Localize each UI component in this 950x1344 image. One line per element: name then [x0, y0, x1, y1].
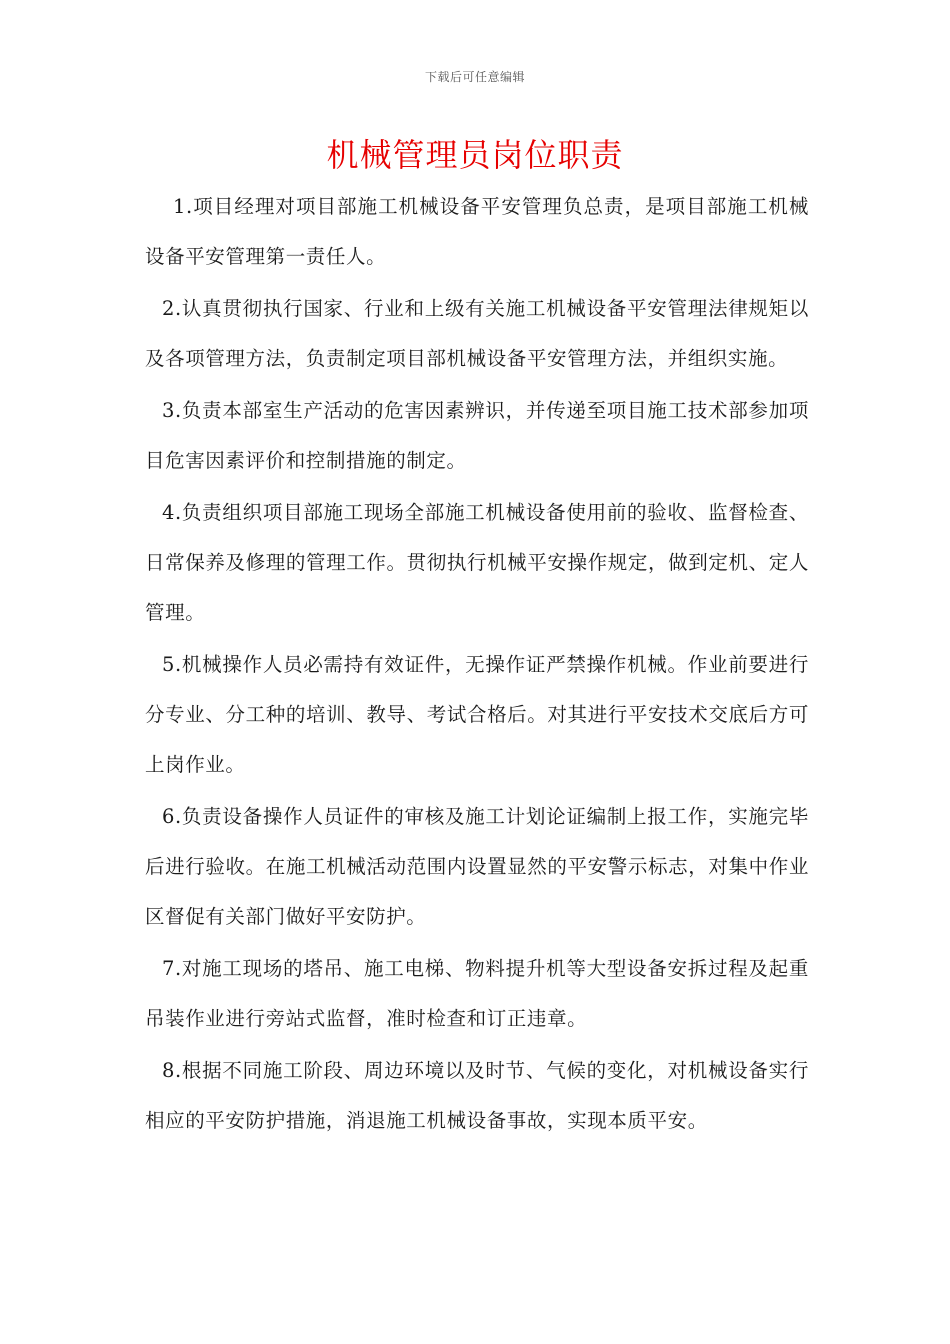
paragraph-6: 6.负责设备操作人员证件的审核及施工计划论证编制上报工作，实施完毕后进行验收。在施工机械活动范围内设置显然的平安警示标志，对集中作业区督促有关部门做好平安防护。 — [145, 805, 809, 928]
paragraph-8: 8.根据不同施工阶段、周边环境以及时节、气候的变化，对机械设备实行相应的平安防护措施，消退施工机械设备事故，实现本质平安。 — [145, 1059, 809, 1132]
paragraph-3: 3.负责本部室生产活动的危害因素辨识，并传递至项目施工技术部参加项目危害因素评价和控制措施的制定。 — [145, 399, 809, 472]
header-note: 下载后可任意编辑 — [424, 70, 525, 84]
paragraph-2: 2.认真贯彻执行国家、行业和上级有关施工机械设备平安管理法律规矩以及各项管理方法，负责制定项目部机械设备平安管理方法，并组织实施。 — [145, 297, 809, 370]
paragraph-4: 4.负责组织项目部施工现场全部施工机械设备使用前的验收、监督检查、日常保养及修理的管理工作。贯彻执行机械平安操作规定，做到定机、定人管理。 — [145, 501, 809, 624]
paragraph-1: 1.项目经理对项目部施工机械设备平安管理负总责，是项目部施工机械设备平安管理第一责任人。 — [145, 195, 809, 268]
paragraph-7: 7.对施工现场的塔吊、施工电梯、物料提升机等大型设备安拆过程及起重吊装作业进行旁站式监督，准时检查和订正违章。 — [145, 957, 809, 1030]
page-title: 机械管理员岗位职责 — [326, 136, 624, 174]
paragraph-5: 5.机械操作人员必需持有效证件，无操作证严禁操作机械。作业前要进行分专业、分工种的培训、教导、考试合格后。对其进行平安技术交底后方可上岗作业。 — [145, 653, 809, 776]
document-body — [145, 182, 809, 1148]
